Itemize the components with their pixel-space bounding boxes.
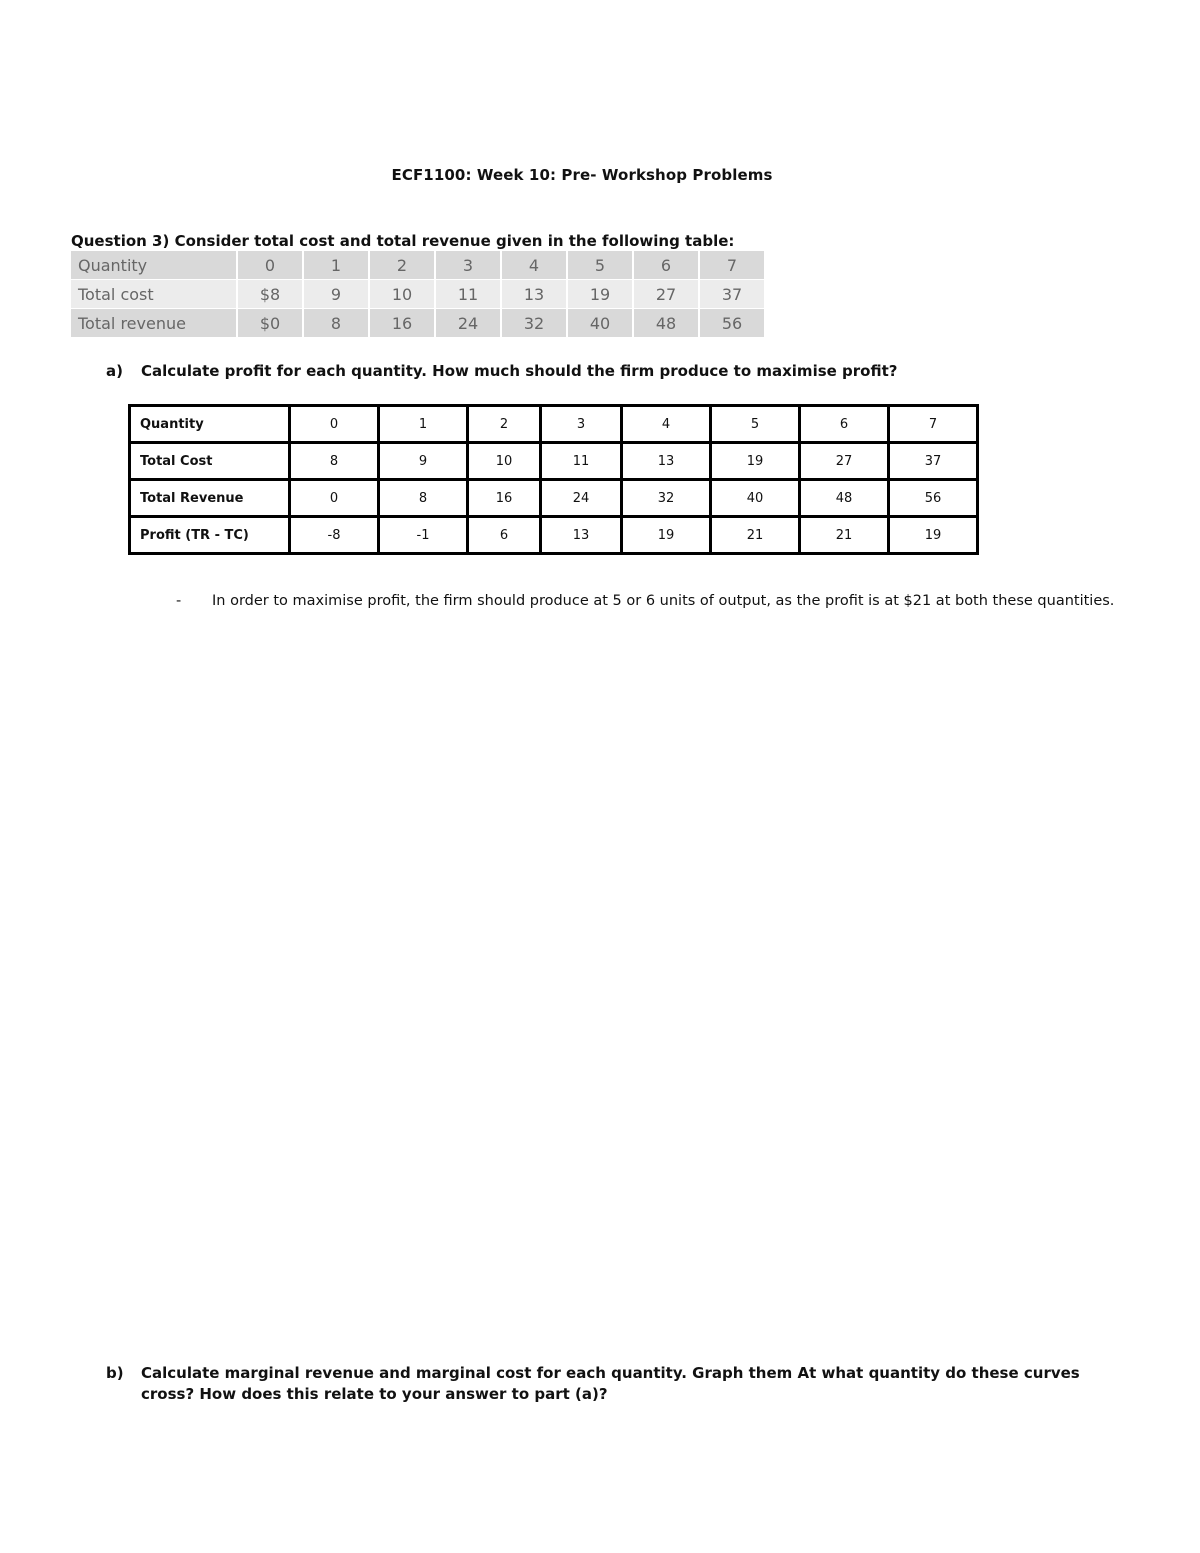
answer-cell: 9 [379, 443, 468, 480]
given-cell: 8 [304, 309, 370, 338]
given-table [71, 251, 766, 338]
given-cell: 5 [568, 251, 634, 280]
answer-cell: 4 [622, 406, 711, 443]
answer-cell: 0 [290, 480, 379, 517]
answer-cell: 7 [889, 406, 978, 443]
given-cell: 4 [502, 251, 568, 280]
given-cell: 0 [238, 251, 304, 280]
answer-cell: 13 [541, 517, 622, 554]
answer-row-label: Quantity [130, 406, 290, 443]
answer-cell: -1 [379, 517, 468, 554]
answer-cell: 1 [379, 406, 468, 443]
given-cell: 32 [502, 309, 568, 338]
given-cell: 37 [700, 280, 766, 309]
given-cell: 2 [370, 251, 436, 280]
answer-cell: 56 [889, 480, 978, 517]
given-row-total-revenue [71, 309, 766, 338]
answer-row-total-cost [130, 443, 978, 480]
answer-row-label: Total Revenue [130, 480, 290, 517]
given-cell: 9 [304, 280, 370, 309]
answer-cell: 3 [541, 406, 622, 443]
answer-cell: 21 [800, 517, 889, 554]
given-cell: 11 [436, 280, 502, 309]
given-cell: 27 [634, 280, 700, 309]
answer-cell: 37 [889, 443, 978, 480]
answer-cell: 10 [468, 443, 541, 480]
answer-cell: 11 [541, 443, 622, 480]
answer-cell: 24 [541, 480, 622, 517]
given-cell: 16 [370, 309, 436, 338]
answer-cell: 40 [711, 480, 800, 517]
answer-text: In order to maximise profit, the firm should produce at 5 or 6 units of output, as the profit is at $21 at both these quantities. [212, 593, 1115, 609]
given-cell: 24 [436, 309, 502, 338]
answer-cell: -8 [290, 517, 379, 554]
given-row-quantity [71, 251, 766, 280]
answer-cell: 6 [468, 517, 541, 554]
answer-cell: 0 [290, 406, 379, 443]
given-row-label: Quantity [71, 251, 238, 280]
given-cell: 56 [700, 309, 766, 338]
answer-cell: 13 [622, 443, 711, 480]
answer-cell: 16 [468, 480, 541, 517]
answer-cell: 19 [622, 517, 711, 554]
answer-row-quantity [130, 406, 978, 443]
answer-cell: 27 [800, 443, 889, 480]
answer-row-total-revenue [130, 480, 978, 517]
given-row-label: Total cost [71, 280, 238, 309]
answer-cell: 21 [711, 517, 800, 554]
given-cell: 13 [502, 280, 568, 309]
given-cell: 10 [370, 280, 436, 309]
part-a-letter: a) [106, 362, 123, 380]
given-row-label: Total revenue [71, 309, 238, 338]
given-cell: 3 [436, 251, 502, 280]
part-b-text: Calculate marginal revenue and marginal cost for each quantity. Graph them At what quantity do these curves cross? How does this relate to your answer to part (a)? [141, 1364, 1080, 1403]
part-a-text: Calculate profit for each quantity. How much should the firm produce to maximise profit? [141, 362, 898, 380]
given-row-total-cost [71, 280, 766, 309]
part-b-letter: b) [106, 1364, 124, 1382]
given-cell: 48 [634, 309, 700, 338]
answer-cell: 5 [711, 406, 800, 443]
given-cell: 1 [304, 251, 370, 280]
answer-table [128, 404, 979, 555]
given-cell: 7 [700, 251, 766, 280]
given-cell: 6 [634, 251, 700, 280]
question-heading: Question 3) Consider total cost and total revenue given in the following table: [71, 232, 735, 250]
answer-cell: 2 [468, 406, 541, 443]
given-cell: $0 [238, 309, 304, 338]
given-cell: $8 [238, 280, 304, 309]
answer-row-label: Profit (TR - TC) [130, 517, 290, 554]
answer-row-profit [130, 517, 978, 554]
answer-cell: 8 [379, 480, 468, 517]
answer-cell: 6 [800, 406, 889, 443]
answer-row-label: Total Cost [130, 443, 290, 480]
given-cell: 19 [568, 280, 634, 309]
answer-cell: 19 [889, 517, 978, 554]
page-title: ECF1100: Week 10: Pre- Workshop Problems [391, 166, 773, 184]
given-cell: 40 [568, 309, 634, 338]
bullet-marker: - [176, 593, 182, 609]
answer-cell: 19 [711, 443, 800, 480]
answer-cell: 8 [290, 443, 379, 480]
answer-cell: 48 [800, 480, 889, 517]
answer-cell: 32 [622, 480, 711, 517]
